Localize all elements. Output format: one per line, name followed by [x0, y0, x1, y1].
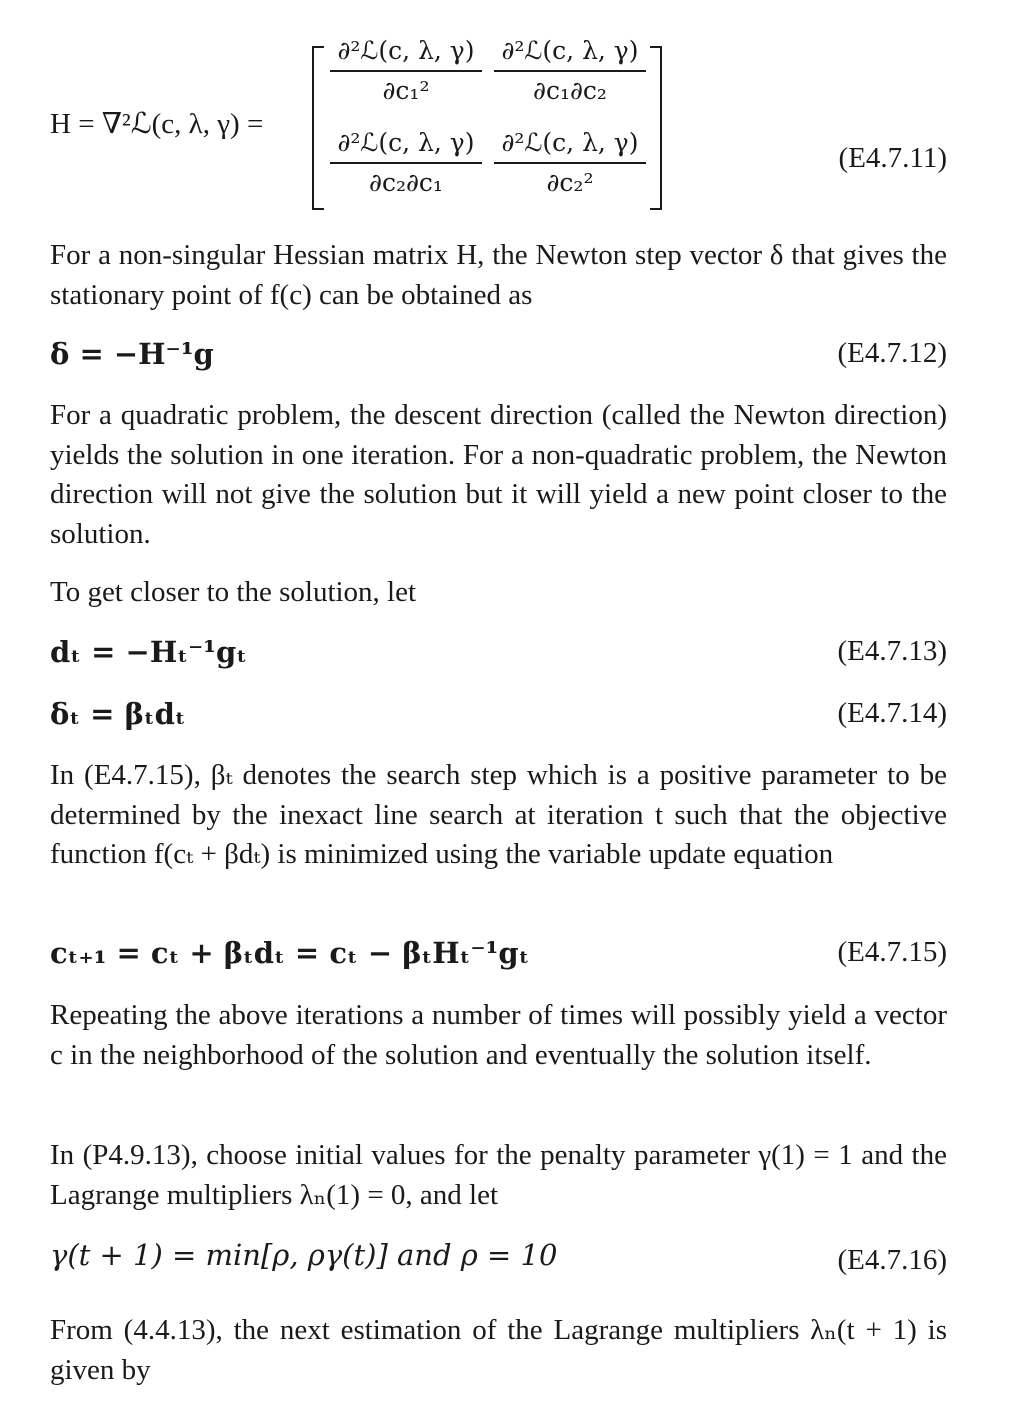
equation-e4-7-11	[50, 36, 947, 216]
matrix-cell-r2c1: ∂²ℒ(c, λ, γ) ∂c₂∂c₁	[326, 128, 486, 198]
paragraph-initial-values: In (P4.9.13), choose initial values for the penalty parameter γ(1) = 1 and the Lagrange multipliers λₙ(1) = 0, and let	[50, 1139, 947, 1211]
paragraph-closer-solution: To get closer to the solution, let	[50, 576, 417, 608]
equation-number: (E4.7.16)	[837, 1244, 947, 1276]
equation-number: (E4.7.13)	[837, 635, 947, 667]
matrix-cell-r2c2: ∂²ℒ(c, λ, γ) ∂c₂²	[490, 128, 650, 198]
equation-lhs: δ = −H⁻¹g	[50, 337, 214, 371]
equation-e4-7-14	[50, 697, 947, 737]
equation-lhs: cₜ₊₁ = cₜ + βₜdₜ = cₜ − βₜHₜ⁻¹gₜ	[50, 936, 530, 970]
equation-number: (E4.7.11)	[838, 142, 947, 174]
equation-number: (E4.7.14)	[837, 697, 947, 729]
equation-lhs: γ(t + 1) = min[ρ, ργ(t)] and ρ = 10	[50, 1238, 558, 1272]
equation-lhs: dₜ = −Hₜ⁻¹gₜ	[50, 635, 247, 669]
matrix-left-bracket	[312, 46, 324, 210]
paragraph-search-step: In (E4.7.15), βₜ denotes the search step which is a positive parameter to be determined by the inexact line search at iteration t such that the objective function f(cₜ + βdₜ) is minimized using the variable update equation	[50, 759, 947, 870]
matrix-cell-r1c1: ∂²ℒ(c, λ, γ) ∂c₁²	[326, 36, 486, 106]
paragraph-lagrange-update: From (4.4.13), the next estimation of the Lagrange multipliers λₙ(t + 1) is given by	[50, 1314, 947, 1386]
equation-lhs: H = ∇²ℒ(c, λ, γ) =	[50, 108, 264, 140]
paragraph-newton-step: For a non-singular Hessian matrix H, the Newton step vector δ that gives the stationary point of f(c) can be obtained as	[50, 239, 947, 311]
equation-e4-7-13	[50, 635, 947, 675]
equation-number: (E4.7.15)	[837, 936, 947, 968]
equation-e4-7-12	[50, 337, 947, 377]
paragraph-repeating-iterations: Repeating the above iterations a number of times will possibly yield a vector c in the neighborhood of the solution and eventually the solution itself.	[50, 999, 947, 1071]
matrix-right-bracket	[650, 46, 662, 210]
equation-e4-7-15	[50, 936, 947, 976]
matrix-cell-r1c2: ∂²ℒ(c, λ, γ) ∂c₁∂c₂	[490, 36, 650, 106]
hessian-matrix	[312, 36, 662, 206]
equation-number: (E4.7.12)	[837, 337, 947, 369]
equation-lhs: δₜ = βₜdₜ	[50, 697, 186, 731]
paragraph-quadratic-problem: For a quadratic problem, the descent direction (called the Newton direction) yields the solution in one iteration. For a non-quadratic problem, the Newton direction will not give the solution but it will yield a new point closer to the solution.	[50, 399, 947, 550]
equation-e4-7-16	[50, 1238, 947, 1278]
